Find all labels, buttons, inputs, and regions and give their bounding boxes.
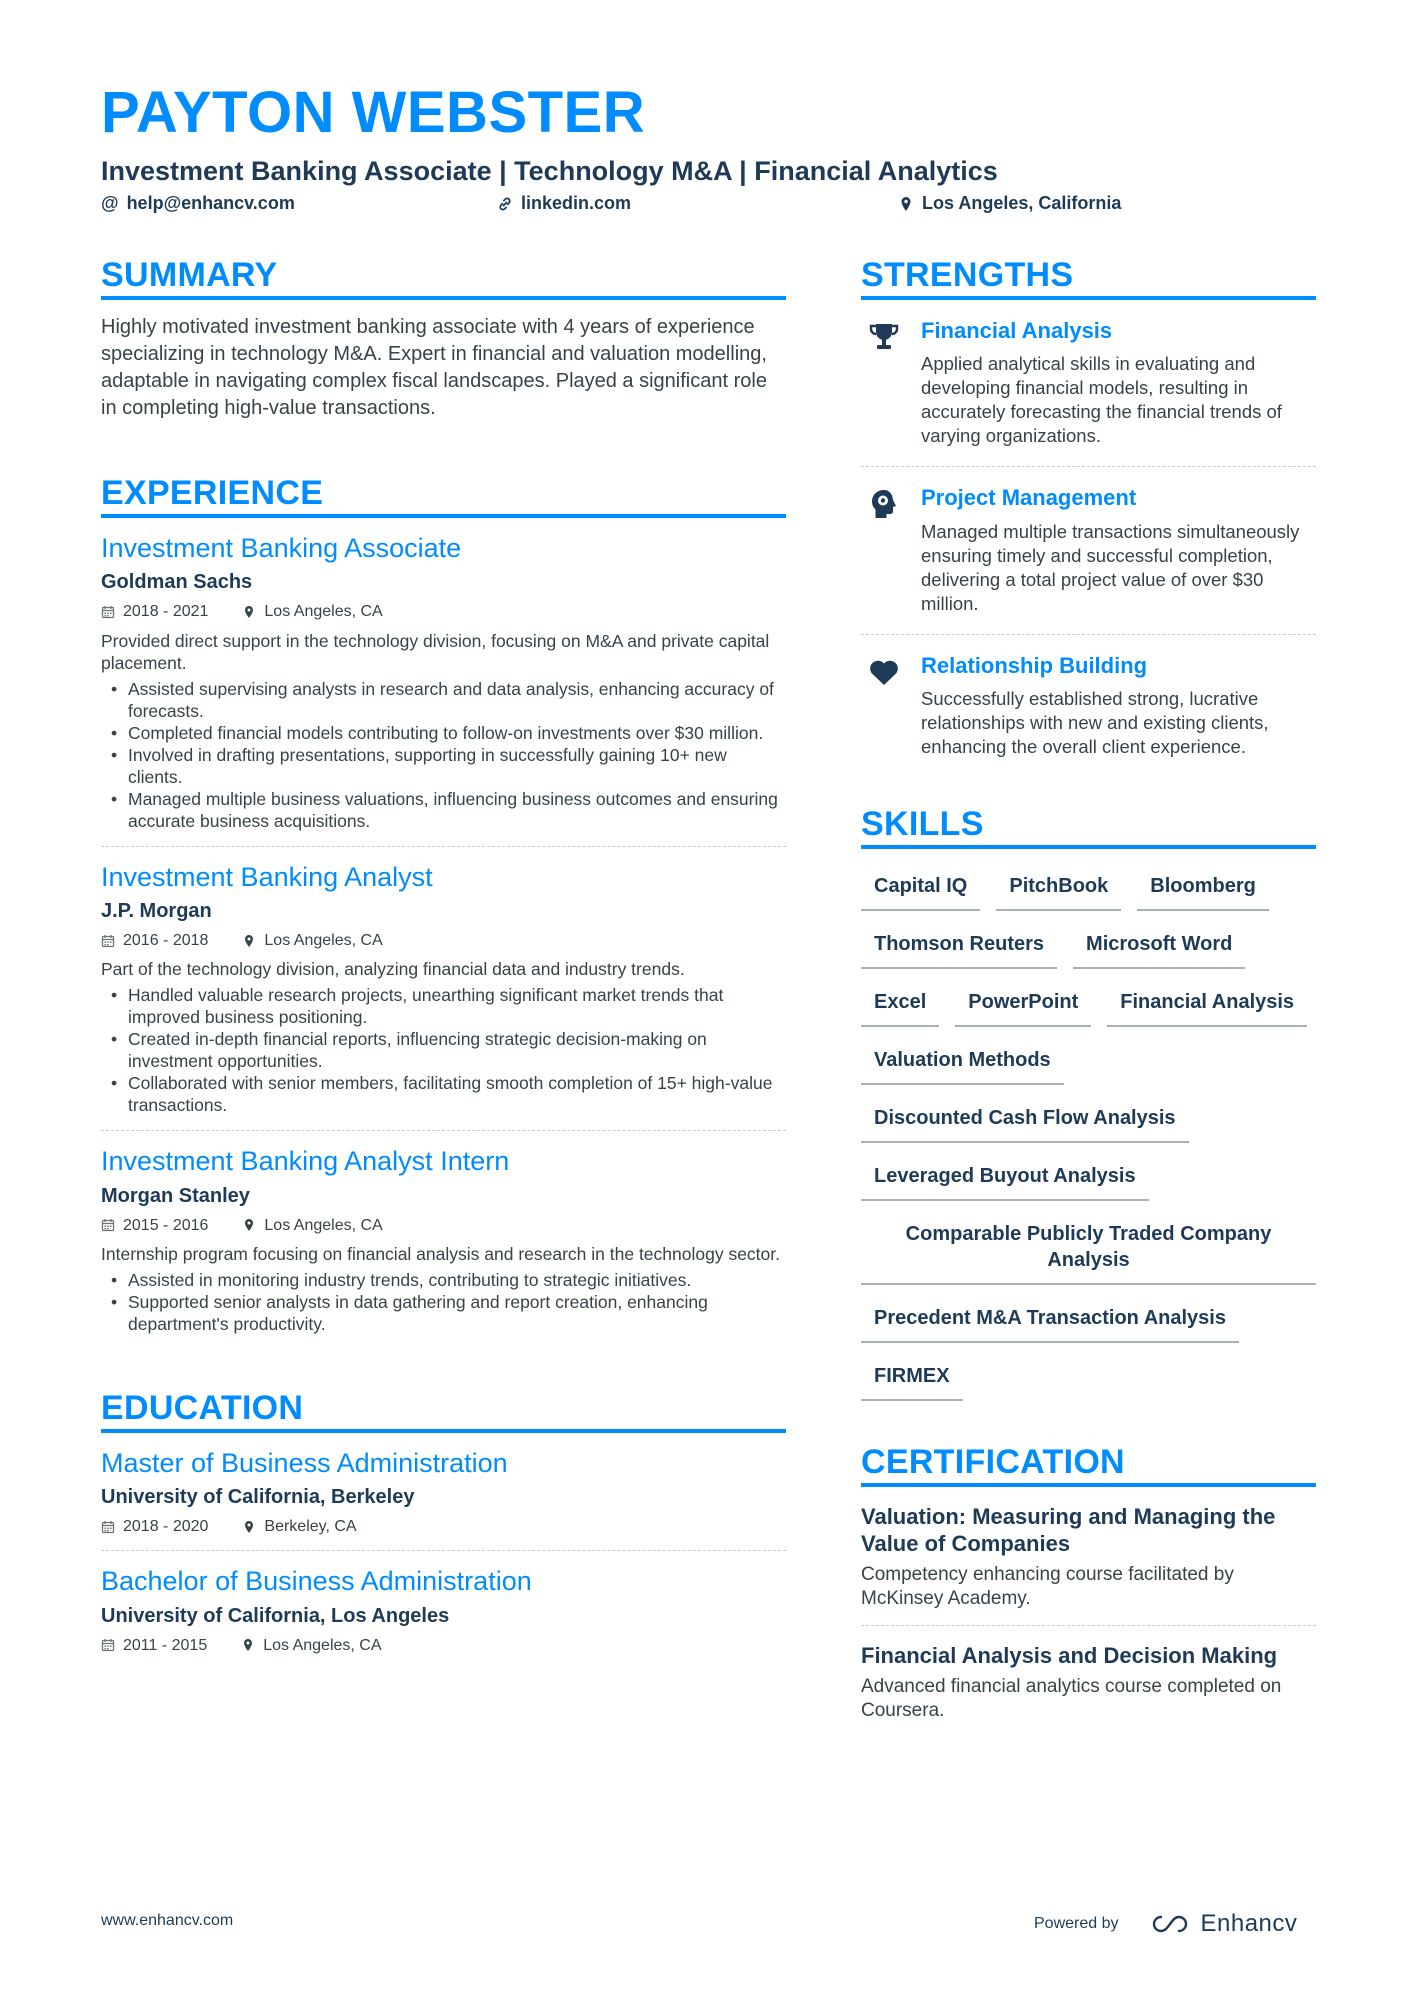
certification-text: Advanced financial analytics course completed on Coursera. xyxy=(861,1676,1282,1722)
education-dates: 2018 - 2020 xyxy=(123,1518,209,1536)
strength-text: Managed multiple transactions simultaneously ensuring timely and successful completion, delivering a total project value of over $30 million. xyxy=(921,520,1300,614)
certification-title: Financial Analysis and Decision Making xyxy=(861,1643,1278,1669)
powered-by xyxy=(1034,1910,1297,1938)
skill-tag: Comparable Publicly Traded Company Analysis xyxy=(861,1215,1316,1285)
link-icon xyxy=(497,196,513,212)
experience-item xyxy=(101,846,786,1117)
left-column xyxy=(101,258,786,1655)
education-item xyxy=(101,1550,786,1655)
job-bullet: • Completed financial models contributing to follow-on investments over $30 million. xyxy=(101,722,786,744)
job-company: J.P. Morgan xyxy=(101,899,212,922)
job-description: Part of the technology division, analyzing financial data and industry trends. xyxy=(101,959,685,980)
skill-tag: Valuation Methods xyxy=(861,1041,1064,1085)
job-company: Goldman Sachs xyxy=(101,571,253,594)
experience-section xyxy=(101,476,786,1335)
certification-text: Competency enhancing course facilitated by McKinsey Academy. xyxy=(861,1564,1234,1610)
job-meta xyxy=(101,931,786,950)
summary-text: Highly motivated investment banking associate with 4 years of experience specializing in technology M&A. Expert in financial and valuation modelling, adaptable in navigating complex fiscal landscapes. Played a significant role in completing high-value transactions. xyxy=(101,316,767,419)
contact-email[interactable] xyxy=(101,193,295,215)
education-location: Berkeley, CA xyxy=(264,1518,357,1536)
education-item xyxy=(101,1433,786,1537)
skill-tag: PowerPoint xyxy=(955,983,1091,1027)
school-name: University of California, Berkeley xyxy=(101,1486,415,1509)
job-role: Investment Banking Analyst Intern xyxy=(101,1146,510,1177)
enhancv-logo-icon xyxy=(1147,1911,1193,1937)
skill-tag: Excel xyxy=(861,983,939,1027)
location-pin-icon xyxy=(898,196,914,212)
skills-heading: SKILLS xyxy=(861,807,1316,849)
location-text: Los Angeles, California xyxy=(922,193,1122,213)
linkedin-text: linkedin.com xyxy=(521,193,632,213)
job-dates: 2018 - 2021 xyxy=(123,603,209,621)
certification-item xyxy=(861,1487,1316,1625)
job-location: Los Angeles, CA xyxy=(264,603,383,621)
at-icon: @ xyxy=(101,193,119,213)
location-pin-icon xyxy=(242,934,256,948)
strength-text: Successfully established strong, lucrative relationships with new and existing clients, enhancing the overall client experience. xyxy=(921,688,1269,758)
brand-logo[interactable] xyxy=(1147,1910,1298,1938)
skill-tag: Leveraged Buyout Analysis xyxy=(861,1157,1149,1201)
job-dates: 2015 - 2016 xyxy=(123,1216,209,1234)
job-bullet: • Assisted supervising analysts in research and data analysis, enhancing accuracy of forecasts. xyxy=(101,678,786,722)
education-meta xyxy=(101,1517,786,1536)
job-bullet: • Created in-depth financial reports, influencing strategic decision-making on investment opportunities. xyxy=(101,1028,786,1072)
experience-item xyxy=(101,1130,786,1335)
skill-tag: Precedent M&A Transaction Analysis xyxy=(861,1299,1239,1343)
calendar-icon xyxy=(101,1638,115,1652)
skill-tag: Financial Analysis xyxy=(1107,983,1307,1027)
brand-name: Enhancv xyxy=(1200,1910,1298,1937)
skill-tag: FIRMEX xyxy=(861,1357,963,1401)
candidate-title: Investment Banking Associate | Technology M&A | Financial Analytics xyxy=(101,156,998,186)
job-bullet: • Involved in drafting presentations, supporting in successfully gaining 10+ new clients. xyxy=(101,744,786,788)
location-pin-icon xyxy=(242,1520,256,1534)
job-company: Morgan Stanley xyxy=(101,1184,250,1207)
trophy-icon xyxy=(867,320,901,354)
strength-title: Relationship Building xyxy=(921,652,1148,678)
degree-title: Bachelor of Business Administration xyxy=(101,1566,532,1597)
job-bullet: • Handled valuable research projects, unearthing significant market trends that improved business positioning. xyxy=(101,984,786,1028)
certification-item xyxy=(861,1625,1316,1737)
strength-title: Project Management xyxy=(921,485,1137,511)
certification-heading: CERTIFICATION xyxy=(861,1445,1316,1487)
calendar-icon xyxy=(101,1520,115,1534)
education-heading: EDUCATION xyxy=(101,1391,786,1433)
location-pin-icon xyxy=(241,1638,255,1652)
strength-text: Applied analytical skills in evaluating and developing financial models, resulting in accurately forecasting the financial trends of varying organizations. xyxy=(921,353,1282,447)
head-gear-icon xyxy=(867,487,901,521)
job-location: Los Angeles, CA xyxy=(264,931,383,949)
job-bullet: • Assisted in monitoring industry trends, contributing to strategic initiatives. xyxy=(101,1269,786,1291)
location-pin-icon xyxy=(242,1218,256,1232)
powered-by-label: Powered by xyxy=(1034,1915,1119,1932)
job-description: Internship program focusing on financial analysis and research in the technology sector. xyxy=(101,1243,781,1264)
job-location: Los Angeles, CA xyxy=(264,1216,383,1234)
certification-section xyxy=(861,1445,1316,1737)
job-meta xyxy=(101,1216,786,1235)
contact-linkedin[interactable] xyxy=(497,193,631,215)
footer-url[interactable]: www.enhancv.com xyxy=(101,1912,234,1929)
skills-section xyxy=(861,807,1316,1401)
strength-item xyxy=(861,466,1316,633)
skills-list xyxy=(861,867,1316,1401)
job-bullets xyxy=(101,1269,786,1335)
education-meta xyxy=(101,1636,786,1655)
certification-title: Valuation: Measuring and Managing the Value of Companies xyxy=(861,1504,1276,1557)
summary-heading: SUMMARY xyxy=(101,258,786,300)
experience-item xyxy=(101,518,786,832)
job-bullets xyxy=(101,984,786,1116)
skill-tag: Microsoft Word xyxy=(1073,925,1245,969)
school-name: University of California, Los Angeles xyxy=(101,1604,450,1627)
skill-tag: Thomson Reuters xyxy=(861,925,1057,969)
strength-title: Financial Analysis xyxy=(921,318,1113,343)
strength-item xyxy=(861,300,1316,466)
skill-tag: Discounted Cash Flow Analysis xyxy=(861,1099,1189,1143)
job-bullets xyxy=(101,678,786,832)
contact-location xyxy=(898,193,1121,215)
job-bullet: • Collaborated with senior members, facilitating smooth completion of 15+ high-value transactions. xyxy=(101,1072,786,1116)
strength-item xyxy=(861,634,1316,777)
right-column xyxy=(861,258,1316,1737)
calendar-icon xyxy=(101,934,115,948)
email-text: help@enhancv.com xyxy=(126,193,295,213)
education-dates: 2011 - 2015 xyxy=(123,1636,208,1654)
job-role: Investment Banking Analyst xyxy=(101,861,433,892)
experience-heading: EXPERIENCE xyxy=(101,476,786,518)
calendar-icon xyxy=(101,605,115,619)
skill-tag: Capital IQ xyxy=(861,867,980,911)
job-description: Provided direct support in the technology division, focusing on M&A and private capital placement. xyxy=(101,630,770,673)
location-pin-icon xyxy=(242,605,256,619)
job-meta xyxy=(101,602,786,621)
summary-section xyxy=(101,258,786,422)
skill-tag: Bloomberg xyxy=(1137,867,1269,911)
skill-tag: PitchBook xyxy=(996,867,1121,911)
degree-title: Master of Business Administration xyxy=(101,1447,508,1478)
candidate-name: PAYTON WEBSTER xyxy=(101,80,646,145)
heart-icon xyxy=(867,655,901,689)
education-location: Los Angeles, CA xyxy=(263,1636,382,1654)
strengths-section xyxy=(861,258,1316,777)
job-dates: 2016 - 2018 xyxy=(123,931,209,949)
calendar-icon xyxy=(101,1218,115,1232)
education-section xyxy=(101,1388,786,1655)
job-role: Investment Banking Associate xyxy=(101,533,462,563)
job-bullet: • Supported senior analysts in data gathering and report creation, enhancing department's productivity. xyxy=(101,1291,786,1335)
job-bullet: • Managed multiple business valuations, influencing business outcomes and ensuring accurate business acquisitions. xyxy=(101,788,786,832)
strengths-heading: STRENGTHS xyxy=(861,258,1316,300)
